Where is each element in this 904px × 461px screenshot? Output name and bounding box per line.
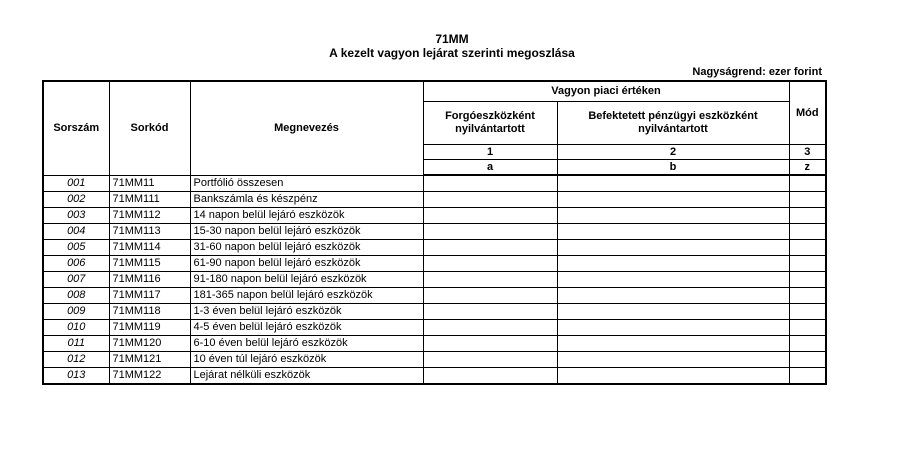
cell-col1[interactable] [423, 192, 557, 208]
cell-col2[interactable] [557, 208, 789, 224]
row-number: 004 [43, 224, 109, 240]
table-row [43, 352, 826, 368]
row-number: 001 [43, 175, 109, 192]
table-row [43, 336, 826, 352]
row-name: 1-3 éven belül lejáró eszközök [190, 304, 423, 320]
cell-col1[interactable] [423, 224, 557, 240]
header-col2: Befektetett pénzügyi eszközként nyilvántartott [557, 102, 789, 145]
table-row [43, 208, 826, 224]
unit-label: Nagyságrend: ezer forint [692, 66, 822, 78]
cell-col2[interactable] [557, 288, 789, 304]
header-megnevezes: Megnevezés [190, 81, 423, 175]
row-code: 71MM114 [109, 240, 190, 256]
cell-col1[interactable] [423, 304, 557, 320]
row-number: 002 [43, 192, 109, 208]
cell-col2[interactable] [557, 224, 789, 240]
cell-mod[interactable] [789, 208, 826, 224]
cell-col2[interactable] [557, 175, 789, 192]
cell-col1[interactable] [423, 175, 557, 192]
cell-mod[interactable] [789, 288, 826, 304]
table-row [43, 175, 826, 192]
row-code: 71MM11 [109, 175, 190, 192]
header-let3: z [789, 160, 826, 176]
row-code: 71MM111 [109, 192, 190, 208]
row-number: 003 [43, 208, 109, 224]
header-sorkod: Sorkód [109, 81, 190, 175]
header-num1: 1 [423, 145, 557, 160]
table-row [43, 288, 826, 304]
header-mod: Mód [789, 81, 826, 145]
table-row [43, 256, 826, 272]
row-name: 14 napon belül lejáró eszközök [190, 208, 423, 224]
header-sorszam: Sorszám [43, 81, 109, 175]
form-code: 71MM [435, 32, 469, 46]
row-name: Bankszámla és készpénz [190, 192, 423, 208]
row-name: 10 éven túl lejáró eszközök [190, 352, 423, 368]
row-name: 4-5 éven belül lejáró eszközök [190, 320, 423, 336]
cell-mod[interactable] [789, 192, 826, 208]
row-name: 181-365 napon belül lejáró eszközök [190, 288, 423, 304]
row-name: Lejárat nélküli eszközök [190, 368, 423, 385]
row-name: 61-90 napon belül lejáró eszközök [190, 256, 423, 272]
table-row [43, 240, 826, 256]
cell-col2[interactable] [557, 256, 789, 272]
cell-mod[interactable] [789, 272, 826, 288]
cell-col2[interactable] [557, 240, 789, 256]
row-number: 009 [43, 304, 109, 320]
cell-col2[interactable] [557, 192, 789, 208]
table-row [43, 224, 826, 240]
cell-col2[interactable] [557, 352, 789, 368]
cell-mod[interactable] [789, 352, 826, 368]
table-row [43, 272, 826, 288]
row-code: 71MM119 [109, 320, 190, 336]
table-body [43, 175, 826, 384]
row-code: 71MM115 [109, 256, 190, 272]
row-name: 31-60 napon belül lejáró eszközök [190, 240, 423, 256]
cell-col2[interactable] [557, 320, 789, 336]
header-num3: 3 [789, 145, 826, 160]
cell-mod[interactable] [789, 336, 826, 352]
row-code: 71MM120 [109, 336, 190, 352]
cell-mod[interactable] [789, 240, 826, 256]
cell-mod[interactable] [789, 304, 826, 320]
cell-col1[interactable] [423, 240, 557, 256]
data-table [42, 80, 827, 385]
header-num2: 2 [557, 145, 789, 160]
header-col1: Forgóeszközként nyilvántartott [423, 102, 557, 145]
table-row [43, 368, 826, 385]
row-number: 010 [43, 320, 109, 336]
cell-col2[interactable] [557, 304, 789, 320]
cell-col1[interactable] [423, 352, 557, 368]
cell-mod[interactable] [789, 368, 826, 385]
cell-col1[interactable] [423, 208, 557, 224]
cell-col1[interactable] [423, 336, 557, 352]
row-number: 008 [43, 288, 109, 304]
header-group: Vagyon piaci értéken [423, 81, 789, 102]
row-name: Portfólió összesen [190, 175, 423, 192]
row-code: 71MM113 [109, 224, 190, 240]
cell-col1[interactable] [423, 368, 557, 385]
row-number: 013 [43, 368, 109, 385]
page-title: A kezelt vagyon lejárat szerinti megoszlása [329, 46, 575, 60]
row-name: 15-30 napon belül lejáró eszközök [190, 224, 423, 240]
cell-mod[interactable] [789, 175, 826, 192]
header-let2: b [557, 160, 789, 176]
row-code: 71MM121 [109, 352, 190, 368]
row-code: 71MM112 [109, 208, 190, 224]
header-let1: a [423, 160, 557, 176]
cell-col1[interactable] [423, 320, 557, 336]
cell-col1[interactable] [423, 272, 557, 288]
table-row [43, 320, 826, 336]
row-code: 71MM116 [109, 272, 190, 288]
row-code: 71MM118 [109, 304, 190, 320]
row-number: 011 [43, 336, 109, 352]
row-name: 91-180 napon belül lejáró eszközök [190, 272, 423, 288]
cell-col1[interactable] [423, 288, 557, 304]
row-number: 006 [43, 256, 109, 272]
cell-mod[interactable] [789, 320, 826, 336]
row-code: 71MM122 [109, 368, 190, 385]
cell-col2[interactable] [557, 272, 789, 288]
cell-mod[interactable] [789, 224, 826, 240]
row-code: 71MM117 [109, 288, 190, 304]
row-number: 007 [43, 272, 109, 288]
cell-mod[interactable] [789, 256, 826, 272]
cell-col2[interactable] [557, 368, 789, 385]
row-name: 6-10 éven belül lejáró eszközök [190, 336, 423, 352]
row-number: 005 [43, 240, 109, 256]
cell-col2[interactable] [557, 336, 789, 352]
cell-col1[interactable] [423, 256, 557, 272]
table-row [43, 304, 826, 320]
row-number: 012 [43, 352, 109, 368]
table-row [43, 192, 826, 208]
